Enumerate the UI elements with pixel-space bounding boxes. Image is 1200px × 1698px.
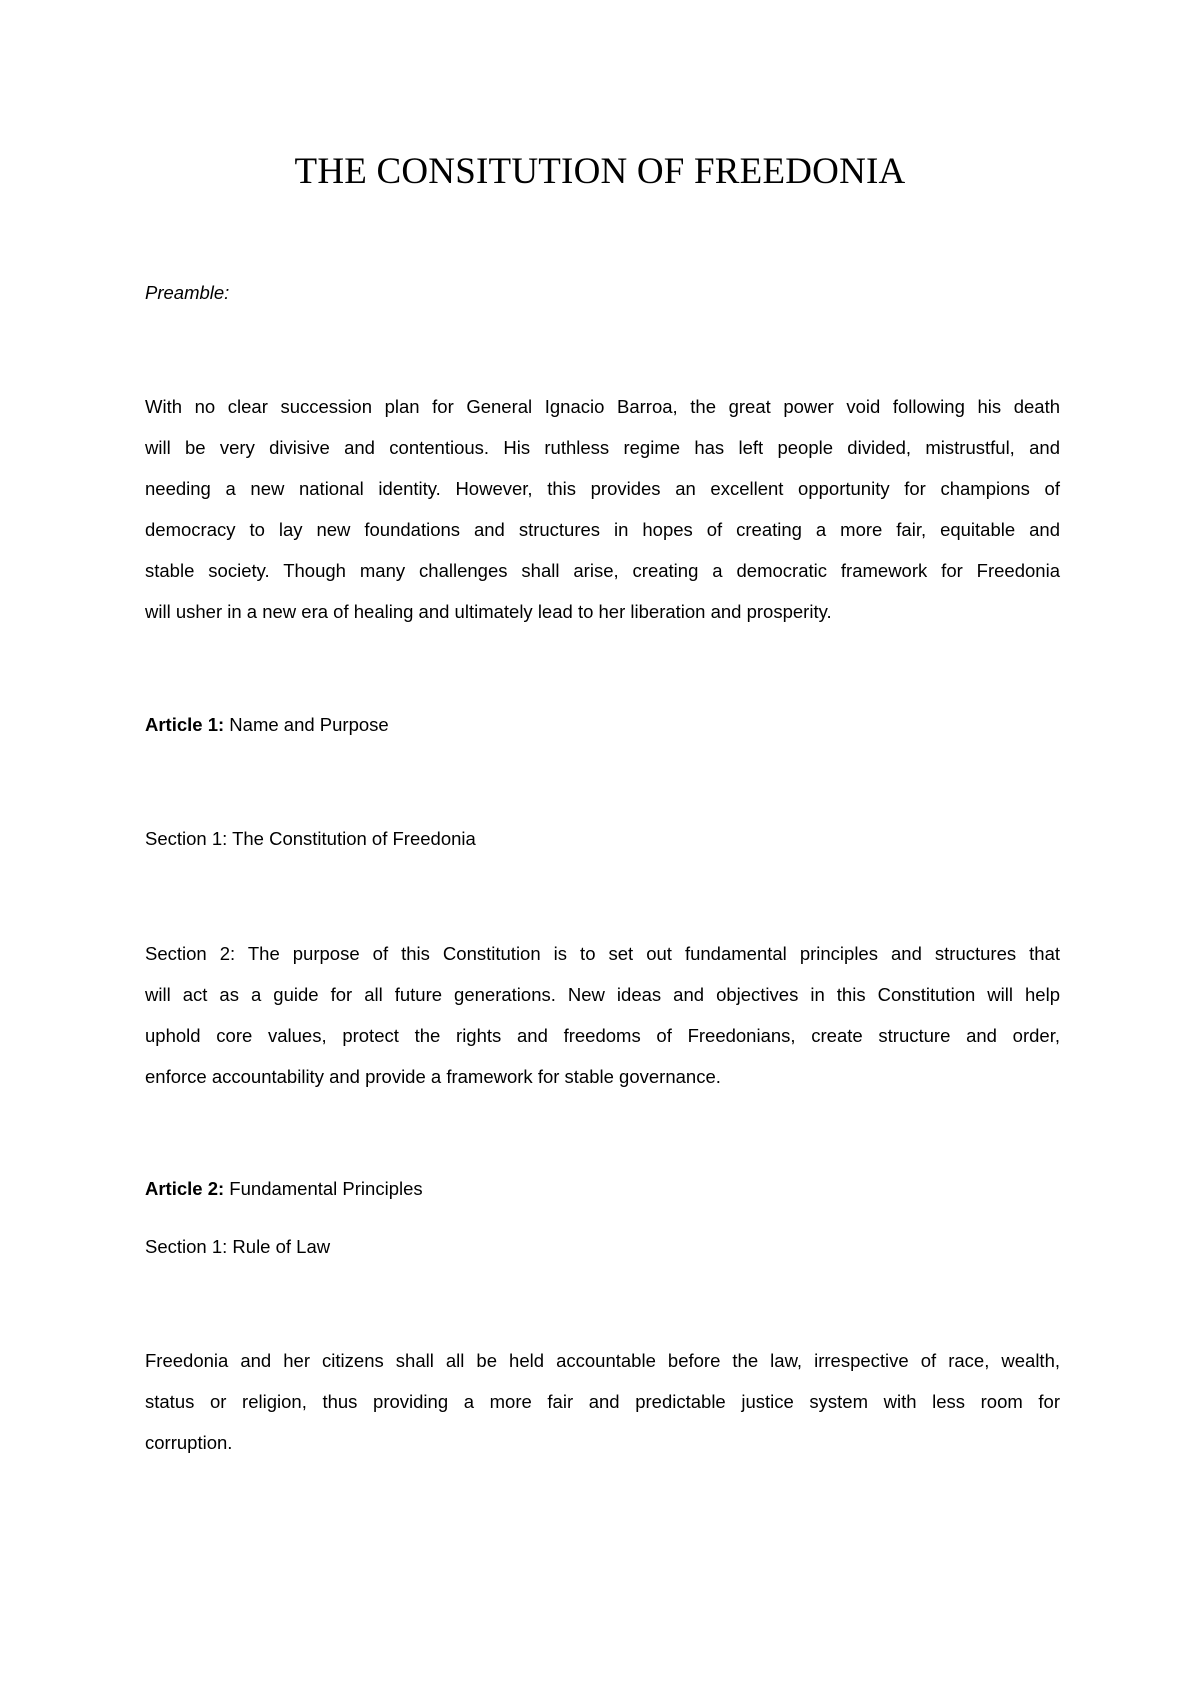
paragraph-line: With no clear succession plan for General Ignacio Barroa, the great power void following his death — [145, 396, 1060, 417]
article-2-label: Article 2: — [145, 1178, 225, 1199]
article-2-name: Fundamental Principles — [224, 1178, 423, 1199]
paragraph-line: democracy to lay new foundations and structures in hopes of creating a more fair, equitable and — [145, 519, 1060, 540]
paragraph-line: enforce accountability and provide a framework for stable governance. — [145, 1066, 721, 1087]
rule-of-law-paragraph — [145, 1340, 1060, 1463]
paragraph-line: corruption. — [145, 1432, 233, 1453]
paragraph-line: stable society. Though many challenges shall arise, creating a democratic framework for Freedonia — [145, 560, 1060, 581]
paragraph-line: Section 2: The purpose of this Constitution is to set out fundamental principles and structures that — [145, 943, 1060, 964]
preamble-heading: Preamble: — [145, 282, 230, 303]
article-1-section-1: Section 1: The Constitution of Freedonia — [145, 828, 476, 849]
paragraph-line: status or religion, thus providing a more fair and predictable justice system with less room for — [145, 1391, 1060, 1412]
article-2-heading — [145, 1177, 1060, 1201]
article-1-heading — [145, 713, 1060, 737]
article-1-name: Name and Purpose — [224, 714, 389, 735]
paragraph-line: will be very divisive and contentious. His ruthless regime has left people divided, mistrustful, and — [145, 437, 1060, 458]
paragraph-line: uphold core values, protect the rights and freedoms of Freedonians, create structure and order, — [145, 1025, 1060, 1046]
paragraph-line: needing a new national identity. However, this provides an excellent opportunity for champions of — [145, 478, 1060, 499]
article-1-label: Article 1: — [145, 714, 225, 735]
paragraph-line: will act as a guide for all future generations. New ideas and objectives in this Constitution will help — [145, 984, 1060, 1005]
article-2-section-1: Section 1: Rule of Law — [145, 1236, 331, 1257]
paragraph-line: Freedonia and her citizens shall all be held accountable before the law, irrespective of race, wealth, — [145, 1350, 1060, 1371]
paragraph-line: will usher in a new era of healing and ultimately lead to her liberation and prosperity. — [145, 601, 832, 622]
article-1-section-2 — [145, 933, 1060, 1097]
document-title: THE CONSITUTION OF FREEDONIA — [294, 151, 906, 192]
preamble-paragraph — [145, 386, 1060, 632]
